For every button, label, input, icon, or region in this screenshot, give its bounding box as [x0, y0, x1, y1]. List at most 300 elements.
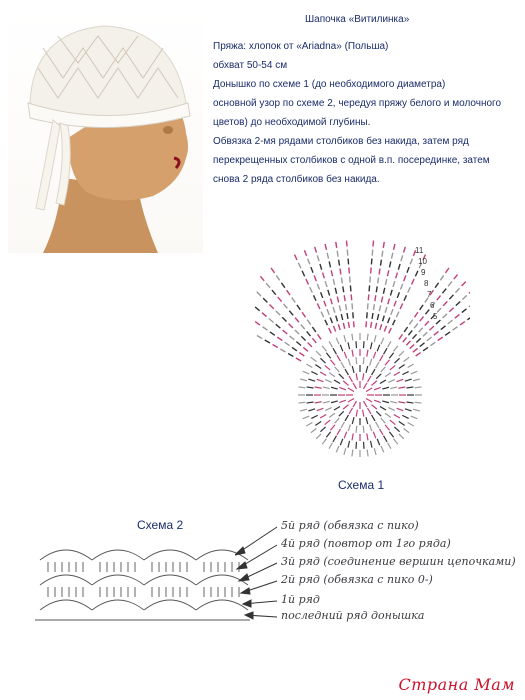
description-line: основной узор по схеме 2, чередуя пряжу белого и молочного — [213, 98, 502, 109]
fan-stitch — [299, 353, 304, 356]
stitch-mark — [367, 350, 368, 357]
fan-stitch — [270, 332, 275, 335]
stitch-mark — [345, 415, 349, 421]
fan-stitch — [308, 259, 310, 265]
stitch-mark — [364, 383, 368, 389]
stitch-mark — [308, 379, 315, 381]
stitch-mark — [352, 366, 354, 373]
stitch-mark — [320, 427, 325, 432]
stitch-mark — [364, 442, 365, 449]
fan-stitch — [425, 310, 429, 315]
fan-stitch — [373, 304, 374, 310]
schema-1-label: Схема 1 — [338, 478, 385, 492]
fan-stitch — [410, 345, 414, 349]
fan-stitch — [397, 292, 399, 298]
stitch-mark — [394, 372, 400, 376]
stitch-mark — [385, 413, 391, 417]
stitch-mark — [397, 408, 404, 410]
stitch-mark — [404, 428, 410, 432]
fan-stitch — [393, 281, 395, 287]
stitch-mark — [381, 418, 386, 423]
stitch-mark — [329, 443, 333, 449]
fan-stitch — [343, 286, 344, 292]
stitch-mark — [376, 374, 381, 379]
fan-stitch — [469, 303, 470, 307]
stitch-mark — [385, 360, 389, 365]
fan-stitch — [371, 259, 372, 265]
fan-stitch — [393, 320, 396, 325]
stitch-mark — [394, 427, 399, 432]
stitch-mark — [300, 379, 307, 381]
fan-stitch — [323, 273, 325, 279]
stitch-mark — [393, 439, 397, 445]
fan-stitch — [296, 358, 301, 361]
fan-stitch — [366, 321, 367, 327]
stitch-mark — [388, 443, 392, 449]
stitch-mark — [371, 405, 376, 409]
fan-stitch — [353, 312, 354, 318]
fan-stitch — [298, 263, 301, 268]
stitch-mark — [352, 350, 353, 357]
stitch-mark — [399, 434, 404, 439]
fan-stitch — [346, 241, 347, 247]
stitch-mark — [340, 345, 343, 352]
fan-stitch — [390, 290, 392, 296]
stitch-mark — [373, 432, 375, 439]
stitch-mark — [325, 365, 330, 369]
fan-stitch — [278, 297, 282, 302]
arch-bottom — [92, 600, 144, 610]
fan-stitch — [420, 317, 424, 322]
stitch-mark — [389, 353, 393, 358]
stitch-mark — [381, 338, 384, 344]
fan-stitch — [321, 292, 323, 298]
stitch-mark — [374, 400, 381, 402]
description-line: Донышко по схеме 1 (до необходимого диаметра) — [213, 79, 446, 90]
schema-2-diagram — [30, 540, 260, 630]
stitch-mark — [330, 425, 334, 430]
fan-stitch — [380, 324, 382, 330]
fan-stitch — [370, 276, 371, 282]
fan-stitch — [302, 271, 305, 276]
fan-stitch — [391, 309, 393, 315]
fan-stitch — [415, 271, 418, 276]
stitch-mark — [402, 372, 408, 375]
stitch-mark — [336, 338, 339, 344]
stitch-mark — [397, 379, 404, 381]
stitch-mark — [413, 409, 420, 411]
stitch-mark — [393, 346, 397, 352]
fan-stitch — [412, 279, 415, 284]
fan-stitch — [371, 322, 372, 328]
fan-stitch — [409, 320, 412, 325]
fan-stitch — [351, 294, 352, 300]
fan-stitch — [425, 321, 429, 325]
schema-1-diagram — [255, 235, 470, 465]
fan-stitch — [280, 349, 285, 352]
stitch-mark — [356, 357, 357, 364]
stitch-mark — [339, 411, 344, 416]
fan-stitch — [336, 242, 337, 248]
fan-stitch — [375, 323, 376, 329]
stitch-mark — [352, 433, 353, 440]
fan-stitch — [399, 334, 402, 339]
fan-stitch — [469, 289, 470, 293]
fan-stitch — [420, 343, 425, 347]
stitch-mark — [373, 352, 375, 359]
fan-stitch — [285, 342, 290, 345]
fan-stitch — [389, 328, 392, 333]
stitch-mark — [366, 417, 368, 424]
fan-stitch — [404, 276, 406, 282]
stitch-mark — [390, 420, 395, 424]
fan-stitch — [339, 305, 340, 311]
fan-stitch — [307, 331, 311, 336]
fan-stitch — [372, 250, 373, 256]
stitch-mark — [402, 415, 408, 418]
stitch-mark — [411, 371, 417, 374]
fan-stitch — [437, 296, 441, 301]
stitch-mark — [331, 387, 338, 389]
stitch-mark — [398, 402, 405, 403]
fan-stitch — [383, 316, 385, 322]
stitch-mark — [408, 423, 414, 427]
fan-stitch — [325, 244, 326, 250]
fan-stitch — [448, 282, 452, 287]
stitch-mark — [367, 334, 368, 341]
fan-stitch — [266, 283, 270, 288]
note-last-row: последний ряд донышка — [281, 609, 425, 622]
fan-stitch — [368, 294, 369, 300]
stitch-mark — [399, 421, 405, 425]
description-line: обхват 50-54 см — [213, 60, 288, 71]
stitch-mark — [330, 360, 334, 365]
stitch-mark — [385, 425, 389, 430]
fan-stitch — [349, 267, 350, 273]
fan-stitch — [283, 330, 288, 334]
fan-stitch — [455, 288, 459, 292]
fan-stitch — [350, 285, 351, 291]
fan-stitch — [288, 354, 293, 357]
fan-stitch — [352, 303, 353, 309]
fan-stitch — [276, 311, 280, 315]
stitch-mark — [315, 421, 321, 425]
stitch-mark — [306, 364, 312, 368]
fan-stitch — [328, 290, 330, 296]
fan-stitch — [443, 314, 447, 318]
fan-stitch — [347, 250, 348, 256]
fan-stitch — [269, 304, 273, 308]
stitch-mark — [311, 415, 317, 418]
stitch-mark — [340, 439, 343, 446]
note-row-5: 5й ряд (обвязка с пико) — [281, 519, 419, 532]
stitch-mark — [308, 409, 315, 411]
stitch-mark — [306, 423, 312, 427]
stitch-mark — [390, 387, 397, 388]
arch-top — [92, 550, 144, 560]
stitch-mark — [315, 365, 321, 369]
fan-stitch — [281, 283, 284, 288]
stitch-mark — [344, 335, 346, 342]
fan-stitch — [388, 298, 390, 304]
stitch-mark — [329, 341, 333, 347]
stitch-mark — [380, 407, 386, 411]
schema-1-svg — [255, 235, 470, 465]
fan-stitch — [350, 276, 351, 282]
stitch-mark — [390, 365, 395, 369]
fan-stitch — [377, 314, 378, 320]
stitch-mark — [334, 380, 340, 384]
stitch-mark — [356, 373, 357, 380]
fan-stitch — [348, 322, 349, 328]
fan-stitch — [312, 327, 315, 332]
fan-stitch — [408, 287, 411, 292]
fan-stitch — [325, 281, 327, 287]
stitch-mark — [344, 352, 346, 359]
fan-stitch — [314, 295, 317, 300]
fan-stitch — [384, 326, 386, 332]
fan-stitch — [301, 325, 305, 330]
stitch-mark — [376, 362, 380, 368]
stitch-mark — [336, 446, 339, 452]
stitch-mark — [390, 401, 397, 402]
stitch-mark — [394, 415, 400, 419]
stitch-mark — [367, 433, 368, 440]
stitch-mark — [384, 436, 388, 442]
stitch-mark — [381, 446, 384, 452]
fan-stitch — [460, 322, 465, 325]
stitch-mark — [367, 450, 368, 457]
description-line: Пряжа: хлопок от «Ariadna» (Польша) — [213, 41, 389, 52]
fan-stitch — [325, 320, 328, 325]
fan-stitch — [290, 336, 295, 340]
fan-stitch — [413, 334, 417, 338]
stitch-mark — [333, 436, 337, 442]
fan-stitch — [379, 269, 380, 275]
fan-stitch — [389, 262, 390, 268]
stitch-mark — [348, 359, 350, 366]
fan-stitch — [341, 277, 342, 283]
stitch-mark — [408, 364, 414, 368]
fan-stitch — [408, 330, 412, 335]
stitch-mark — [315, 402, 322, 403]
fan-stitch — [307, 320, 310, 325]
row-number: 8 — [424, 279, 429, 288]
stitch-mark — [343, 381, 348, 385]
fan-stitch — [263, 298, 267, 302]
fan-stitch — [302, 312, 305, 317]
fan-stitch — [331, 270, 332, 276]
stitch-mark — [363, 373, 364, 380]
stitch-mark — [413, 379, 420, 381]
stitch-mark — [315, 387, 322, 388]
stitch-mark — [398, 387, 405, 388]
stitch-mark — [325, 380, 331, 383]
fan-stitch — [271, 268, 274, 273]
stitch-mark — [323, 387, 330, 388]
fan-stitch — [327, 309, 329, 315]
fan-stitch — [371, 267, 372, 273]
note-row-2: 2й ряд (обвязка с пико 0-) — [281, 573, 433, 586]
fan-stitch — [296, 342, 301, 346]
fan-stitch — [398, 264, 400, 270]
stitch-mark — [364, 401, 368, 407]
description-line: цветов) до необходимой глубины. — [213, 117, 371, 128]
fan-stitch — [394, 301, 396, 307]
fan-stitch — [255, 307, 260, 311]
stitch-mark — [381, 367, 386, 372]
stitch-mark — [374, 387, 381, 389]
fan-stitch — [311, 267, 313, 273]
fan-stitch — [396, 273, 398, 279]
fan-stitch — [318, 334, 321, 339]
stitch-mark — [356, 341, 357, 348]
stitch-mark — [320, 358, 325, 363]
fan-stitch — [382, 251, 383, 257]
fan-stitch — [294, 255, 297, 260]
stitch-mark — [316, 434, 321, 439]
stitch-mark — [348, 424, 350, 431]
fan-stitch — [413, 348, 418, 352]
fan-stitch — [367, 312, 368, 318]
hat-photo-illustration — [8, 8, 203, 253]
stitch-mark — [411, 416, 417, 419]
fan-stitch — [404, 247, 406, 253]
stitch-mark — [320, 372, 326, 376]
stitch-mark — [404, 357, 410, 361]
stitch-mark — [368, 408, 372, 414]
fan-stitch — [407, 267, 409, 273]
fan-stitch — [379, 305, 380, 311]
stitch-mark — [343, 405, 348, 409]
fan-stitch — [310, 287, 313, 292]
fan-stitch — [297, 305, 300, 310]
fan-stitch — [396, 312, 399, 317]
stitch-mark — [335, 367, 340, 372]
fan-stitch — [308, 343, 312, 347]
stitch-mark — [348, 399, 354, 403]
stitch-mark — [307, 402, 314, 403]
arch-top — [40, 550, 92, 560]
fan-stitch — [262, 313, 267, 317]
fan-stitch — [295, 318, 299, 323]
stitch-mark — [388, 408, 394, 411]
stitch-mark — [356, 442, 357, 449]
stitch-mark — [339, 387, 346, 389]
stitch-mark — [371, 381, 376, 385]
fan-stitch — [339, 260, 340, 266]
fan-stitch — [333, 307, 335, 313]
fan-stitch — [410, 259, 412, 265]
fan-stitch — [375, 295, 376, 301]
stitch-mark — [334, 407, 340, 411]
fan-stitch — [303, 347, 308, 351]
fan-stitch — [438, 337, 443, 340]
stitch-mark — [405, 409, 412, 411]
stitch-mark — [382, 401, 389, 403]
stitch-mark — [322, 439, 326, 445]
fan-stitch — [317, 255, 319, 261]
stitch-mark — [366, 366, 368, 373]
fan-stitch — [255, 322, 260, 325]
stitch-mark — [394, 358, 399, 363]
fan-stitch — [315, 247, 317, 253]
stitch-mark — [341, 422, 345, 428]
stitch-mark — [372, 415, 376, 421]
fan-stitch — [341, 314, 342, 320]
fan-stitch — [329, 262, 330, 268]
row-number: 9 — [421, 268, 426, 277]
fan-stitch — [277, 337, 282, 340]
arch-mid — [144, 575, 196, 585]
stitch-mark — [303, 371, 309, 374]
fan-stitch — [329, 328, 332, 333]
stitch-mark — [366, 399, 372, 403]
stitch-mark — [317, 408, 324, 410]
arch-bottom — [144, 600, 196, 610]
fan-stitch — [317, 284, 319, 290]
fan-stitch — [282, 317, 286, 321]
stitch-mark — [344, 448, 346, 455]
fan-stitch — [287, 290, 290, 295]
stitch-mark — [325, 420, 330, 424]
arch-mid — [40, 575, 92, 585]
fan-stitch — [289, 311, 293, 316]
fan-stitch — [420, 305, 423, 310]
row-number: 5 — [433, 312, 438, 321]
watermark-logo: Страна Мам — [398, 675, 515, 694]
fan-stitch — [437, 308, 441, 312]
fan-stitch — [419, 328, 423, 332]
fan-stitch — [388, 318, 390, 324]
fan-stitch — [383, 242, 384, 248]
fan-stitch — [276, 275, 279, 280]
fan-stitch — [330, 318, 332, 324]
fan-stitch — [378, 277, 379, 283]
schema-2-notes — [235, 505, 520, 635]
fan-stitch — [404, 295, 407, 300]
fan-stitch — [376, 286, 377, 292]
fan-stitch — [347, 313, 348, 319]
stitch-mark — [376, 411, 381, 416]
stitch-mark — [380, 429, 384, 435]
description — [213, 37, 513, 189]
fan-stitch — [403, 337, 407, 342]
fan-stitch — [445, 332, 450, 335]
fan-stitch — [429, 326, 433, 330]
stitch-mark — [317, 379, 324, 381]
stitch-mark — [349, 376, 353, 382]
fan-stitch — [455, 314, 460, 318]
fan-stitch — [304, 250, 306, 256]
stitch-mark — [311, 372, 317, 375]
schema-2-label: Схема 2 — [137, 518, 184, 532]
fan-stitch — [348, 259, 349, 265]
stitch-mark — [337, 355, 341, 361]
stitch-mark — [337, 429, 341, 435]
stitch-mark — [344, 432, 346, 439]
stitch-mark — [415, 402, 422, 403]
stitch-mark — [349, 408, 353, 414]
fan-stitch — [427, 337, 432, 341]
stitch-mark — [370, 342, 372, 349]
fan-stitch — [453, 327, 458, 330]
stitch-mark — [323, 401, 330, 402]
fan-stitch — [344, 295, 345, 301]
stitch-mark — [299, 402, 306, 403]
stitch-mark — [388, 380, 394, 383]
stitch-mark — [376, 422, 380, 428]
